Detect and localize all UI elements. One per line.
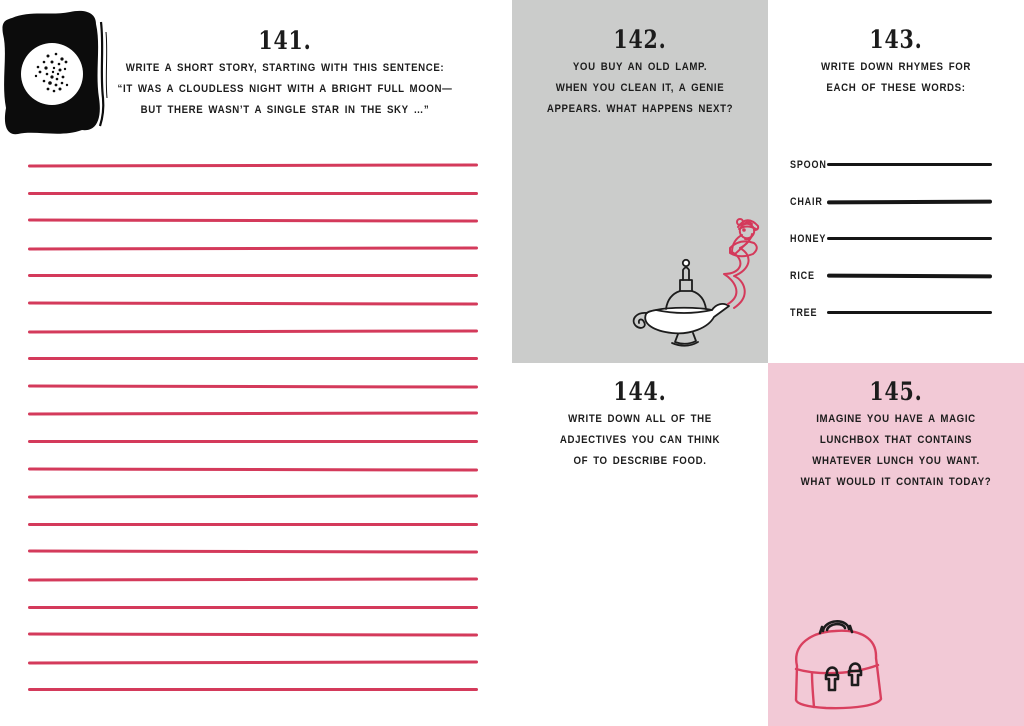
writing-line: [28, 329, 478, 333]
rhyme-word-list: [790, 146, 1002, 331]
prompt-text: [789, 57, 1004, 99]
writing-line: [28, 412, 478, 416]
rhyme-row: [790, 257, 1002, 294]
writing-line: [28, 550, 478, 554]
lunchbox-illustration: [784, 613, 894, 717]
prompt-line: ADJECTIVES YOU CAN THINK: [559, 434, 721, 446]
writing-line: [28, 633, 478, 637]
rhyme-row: [790, 183, 1002, 220]
prompt-number: 145.: [869, 377, 923, 406]
prompt-line: OF TO DESCRIBE FOOD.: [573, 455, 707, 467]
prompt-line: BUT THERE WASN’T A SINGLE STAR IN THE SKY …”: [140, 104, 430, 116]
rhyme-row: [790, 294, 1002, 331]
prompt-line: WHEN YOU CLEAN IT, A GENIE: [555, 82, 725, 94]
writing-line: [28, 523, 478, 526]
writing-line: [28, 577, 478, 581]
prompt-144-header: [518, 378, 762, 472]
genie-lamp-illustration: [628, 218, 768, 360]
prompt-text: [789, 409, 1004, 493]
prompt-line: APPEARS. WHAT HAPPENS NEXT?: [546, 103, 734, 115]
rhyme-row: [790, 220, 1002, 257]
writing-line: [28, 246, 478, 250]
prompt-line: WHATEVER LUNCH YOU WANT.: [812, 455, 980, 467]
prompt-number: 144.: [613, 377, 667, 406]
panel-prompt-144: [512, 363, 768, 726]
prompt-line: WRITE DOWN ALL OF THE: [568, 413, 712, 425]
rhyme-answer-line: [827, 311, 992, 315]
writing-line: [28, 163, 478, 167]
rhyme-word-label: RICE: [790, 269, 815, 282]
prompt-143-header: [774, 26, 1018, 99]
prompt-text: [83, 58, 488, 121]
prompt-line: IMAGINE YOU HAVE A MAGIC: [816, 413, 976, 425]
writing-line: [28, 688, 478, 691]
writing-line: [28, 467, 478, 471]
prompt-line: LUNCHBOX THAT CONTAINS: [819, 434, 973, 446]
prompt-text: [533, 57, 748, 120]
prompt-145-header: [774, 378, 1018, 493]
writing-line: [28, 301, 478, 305]
prompt-line: WRITE A SHORT STORY, STARTING WITH THIS SENTENCE:: [125, 62, 445, 74]
rhyme-word-label: TREE: [790, 306, 818, 319]
prompt-line: WHAT WOULD IT CONTAIN TODAY?: [800, 476, 992, 488]
prompt-line: WRITE DOWN RHYMES FOR: [821, 61, 971, 73]
rhyme-answer-line: [827, 163, 992, 167]
writing-line: [28, 384, 478, 388]
writing-line: [28, 357, 478, 360]
writing-line: [28, 440, 478, 443]
prompt-text: [533, 409, 748, 472]
prompt-line: EACH OF THESE WORDS:: [826, 82, 966, 94]
rhyme-answer-line: [827, 199, 992, 203]
rhyme-answer-line: [827, 237, 992, 241]
rhyme-word-label: SPOON: [790, 158, 827, 171]
writing-line: [28, 274, 478, 277]
writing-line: [28, 219, 478, 223]
prompt-141-header: [55, 27, 515, 121]
panel-prompt-145: [768, 363, 1024, 726]
rhyme-answer-line: [827, 273, 992, 277]
panel-prompt-142: [512, 0, 768, 363]
writing-line: [28, 606, 478, 609]
prompt-number: 143.: [869, 25, 923, 54]
prompt-line: “IT WAS A CLOUDLESS NIGHT WITH A BRIGHT FULL MOON—: [117, 83, 453, 95]
rhyme-word-label: CHAIR: [790, 195, 823, 208]
writing-line: [28, 192, 478, 195]
writing-line: [28, 660, 478, 664]
writing-line: [28, 495, 478, 499]
prompt-line: YOU BUY AN OLD LAMP.: [572, 61, 708, 73]
rhyme-word-label: HONEY: [790, 232, 827, 245]
writing-lines: [28, 164, 478, 716]
prompt-number: 141.: [258, 26, 312, 55]
prompt-142-header: [518, 26, 762, 120]
prompt-number: 142.: [613, 25, 667, 54]
rhyme-row: [790, 146, 1002, 183]
panel-prompt-143: [768, 0, 1024, 363]
